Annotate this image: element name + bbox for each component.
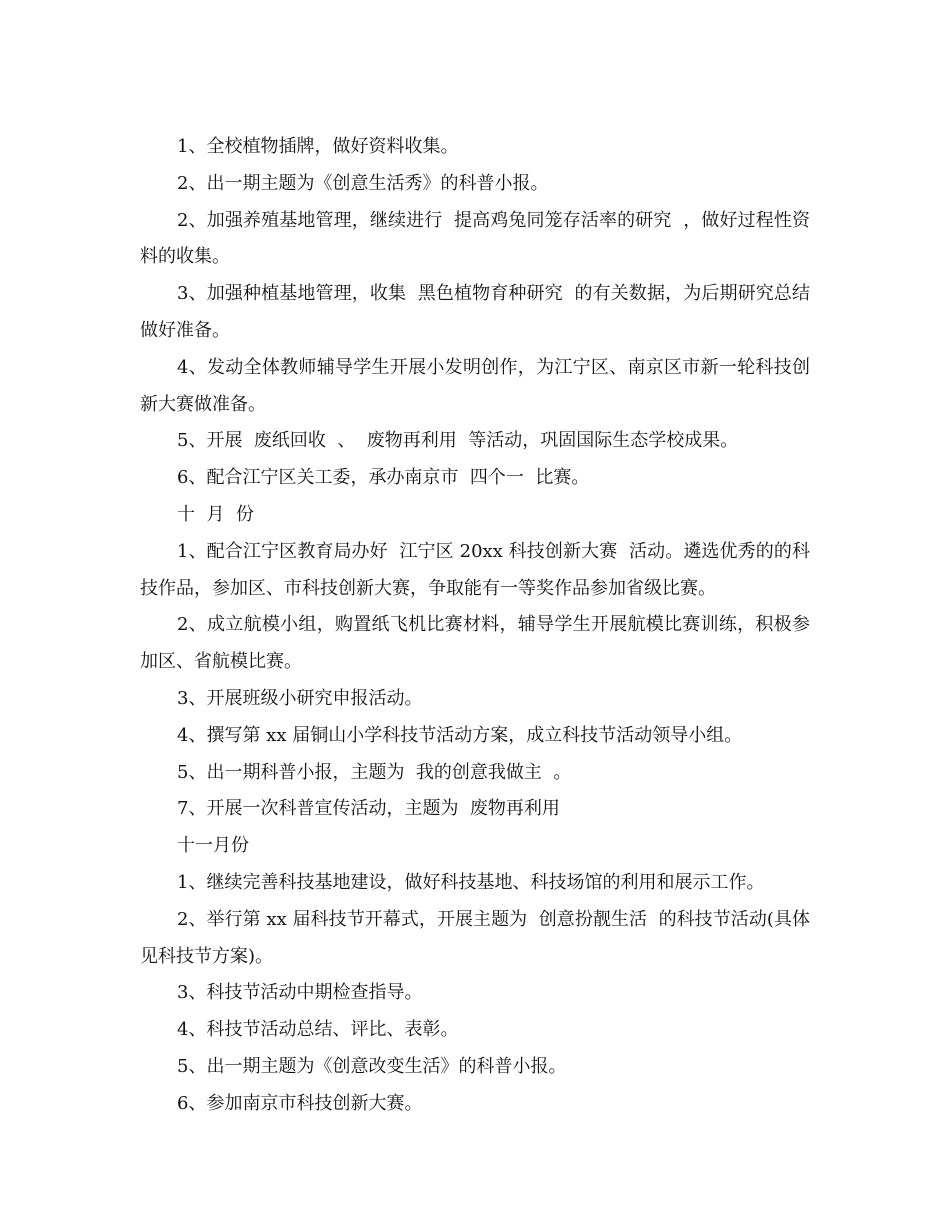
paragraph: 5、开展 废纸回收 、 废物再利用 等活动，巩固国际生态学校成果。 xyxy=(177,430,739,452)
paragraph: 7、开展一次科普宣传活动，主题为 废物再利用 xyxy=(177,798,560,820)
paragraph: 1、全校植物插牌，做好资料收集。 xyxy=(177,136,459,157)
paragraph: 6、配合江宁区关工委，承办南京市 四个一 比赛。 xyxy=(177,467,590,489)
paragraph: 6、参加南京市科技创新大赛。 xyxy=(177,1092,423,1114)
paragraph: 2、成立航模小组，购置纸飞机比赛材料，辅导学生开展航模比赛训练，积极参加区、省航模比赛。 xyxy=(140,614,810,673)
paragraph: 5、出一期科普小报，主题为 我的创意我做主 。 xyxy=(177,761,572,783)
paragraph: 3、加强种植基地管理，收集 黑色植物育种研究 的有关数据，为后期研究总结做好准备。 xyxy=(140,283,810,341)
section-heading-november: 十一月份 xyxy=(177,835,249,857)
paragraph: 2、举行第 xx 届科技节开幕式，开展主题为 创意扮靓生活 的科技节活动(具体见科技节方案)。 xyxy=(140,908,810,967)
paragraph: 2、出一期主题为《创意生活秀》的科普小报。 xyxy=(177,172,549,194)
paragraph: 2、加强养殖基地管理，继续进行 提高鸡兔同笼存活率的研究 ，做好过程性资料的收集。 xyxy=(140,209,810,268)
document-body xyxy=(140,129,810,1123)
paragraph: 3、科技节活动中期检查指导。 xyxy=(177,982,423,1004)
paragraph: 4、科技节活动总结、评比、表彰。 xyxy=(177,1019,459,1041)
paragraph: 3、开展班级小研究申报活动。 xyxy=(177,687,423,709)
paragraph: 5、出一期主题为《创意改变生活》的科普小报。 xyxy=(177,1055,567,1077)
section-heading-october: 十 月 份 xyxy=(177,503,254,525)
paragraph: 1、继续完善科技基地建设，做好科技基地、科技场馆的利用和展示工作。 xyxy=(177,871,765,893)
paragraph: 1、配合江宁区教育局办好 江宁区 20xx 科技创新大赛 活动。遴选优秀的的科技作品，参加区、市科技创新大赛，争取能有一等奖作品参加省级比赛。 xyxy=(140,540,810,599)
paragraph: 4、发动全体教师辅导学生开展小发明创作，为江宁区、南京区市新一轮科技创新大赛做准备。 xyxy=(140,356,810,415)
paragraph: 4、撰写第 xx 届铜山小学科技节活动方案，成立科技节活动领导小组。 xyxy=(177,724,743,746)
